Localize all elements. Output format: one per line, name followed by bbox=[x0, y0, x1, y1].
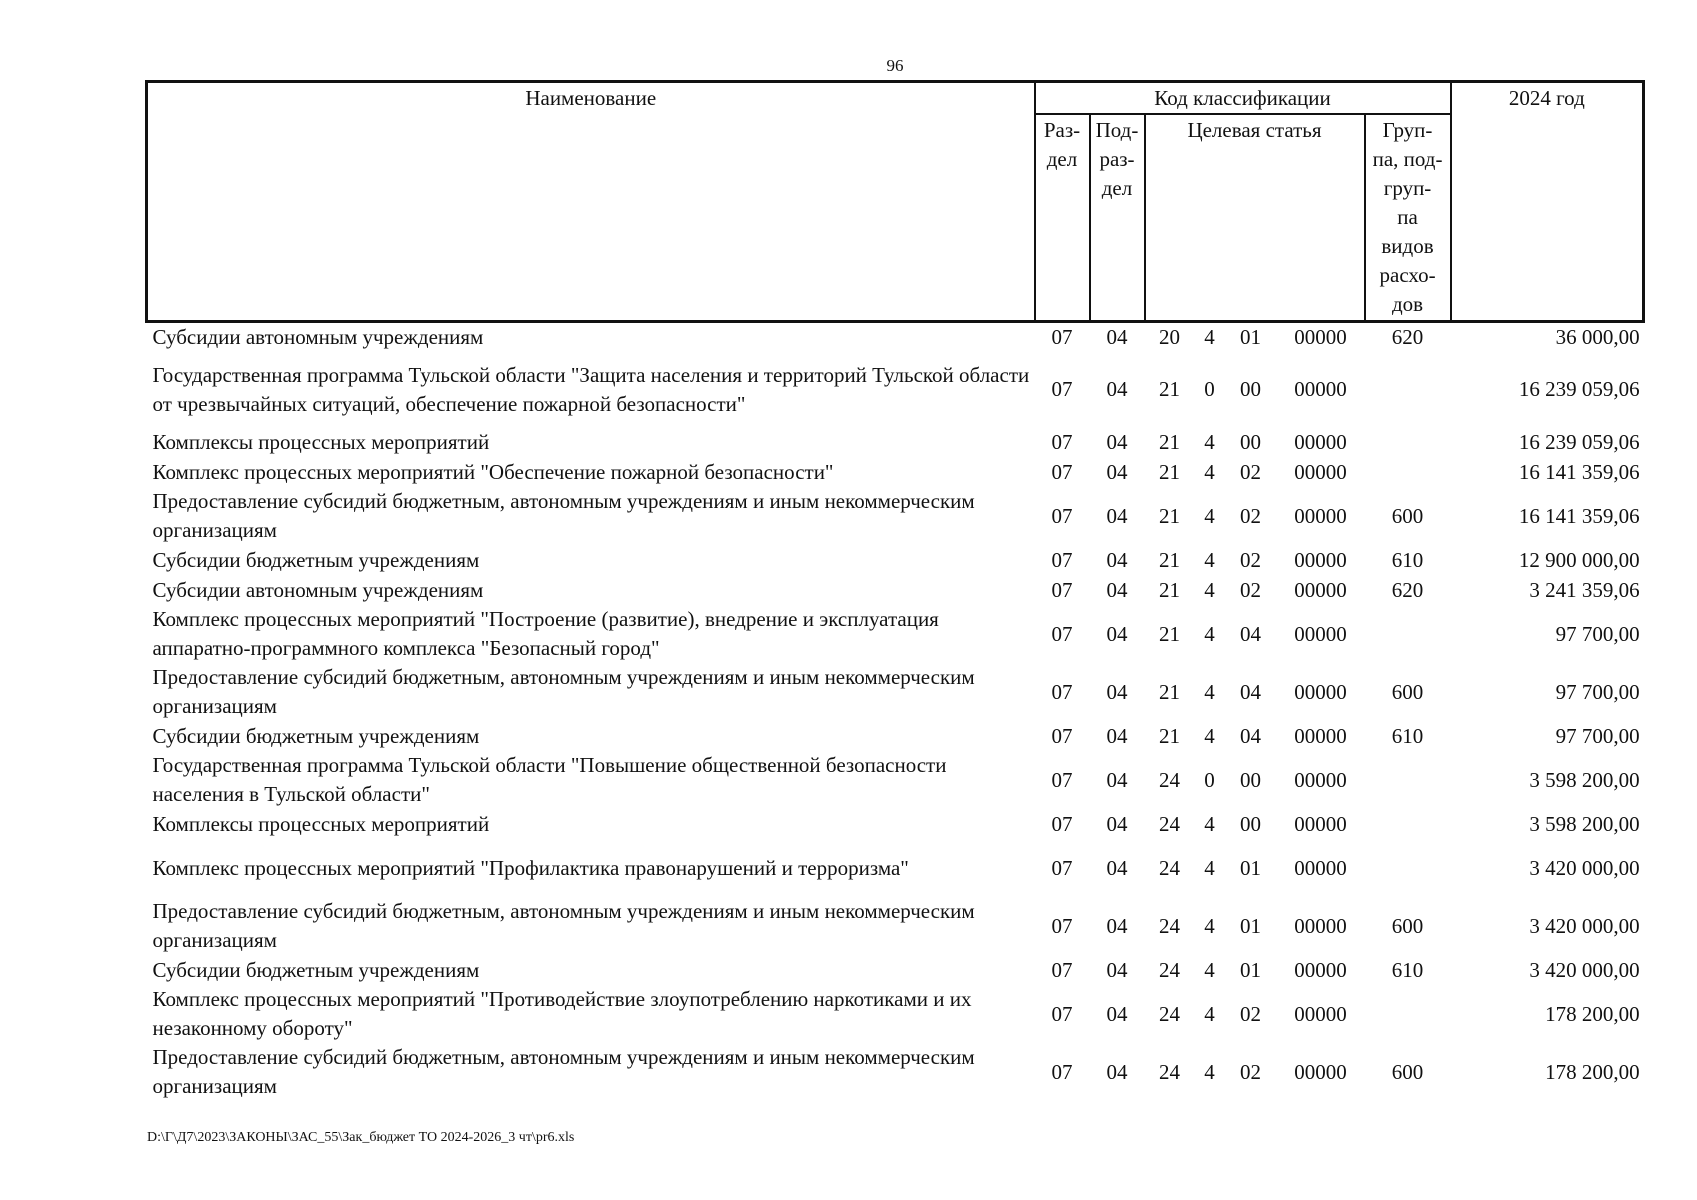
row-celevaya-direction: 00 bbox=[1240, 811, 1261, 836]
table-body bbox=[147, 322, 1644, 1102]
row-celevaya-type: 0 bbox=[1204, 377, 1215, 401]
row-amount: 178 200,00 bbox=[1545, 1001, 1640, 1026]
row-vid-rashodov bbox=[1365, 457, 1451, 487]
row-name: Предоставление субсидий бюджетным, автономным учреждениям и иным некоммерческим организациям bbox=[152, 489, 975, 542]
row-celevaya-program: 24 bbox=[1159, 1059, 1180, 1084]
row-podrazdel: 04 bbox=[1106, 377, 1128, 401]
table-row bbox=[147, 897, 1644, 955]
header-gruppa-vidov-rashodov: Груп- па, под- груп- па видов расхо- дов bbox=[1365, 114, 1451, 322]
table-row bbox=[147, 322, 1644, 353]
row-celevaya-type: 4 bbox=[1204, 957, 1215, 982]
row-vid-rashodov bbox=[1365, 605, 1451, 663]
table-row bbox=[147, 457, 1644, 487]
row-amount: 16 141 359,06 bbox=[1518, 459, 1640, 484]
row-razdel: 07 bbox=[1051, 325, 1073, 349]
row-celevaya-type: 4 bbox=[1204, 459, 1215, 484]
table-row bbox=[147, 545, 1644, 575]
row-celevaya-type: 4 bbox=[1204, 577, 1215, 602]
table-row bbox=[147, 605, 1644, 663]
row-name: Государственная программа Тульской области "Повышение общественной безопасности населения в Тульской области" bbox=[152, 753, 947, 806]
row-celevaya-program: 21 bbox=[1159, 621, 1180, 646]
row-vid-rashodov: 610 bbox=[1391, 547, 1424, 572]
row-razdel: 07 bbox=[1051, 1001, 1073, 1026]
row-celevaya-direction: 00 bbox=[1240, 767, 1261, 792]
table-row bbox=[147, 955, 1644, 985]
row-celevaya-direction: 02 bbox=[1240, 459, 1261, 484]
row-celevaya-direction: 00 bbox=[1240, 429, 1261, 454]
row-vid-rashodov bbox=[1365, 839, 1451, 897]
row-celevaya-direction: 04 bbox=[1240, 621, 1261, 646]
row-name: Субсидии автономным учреждениям bbox=[152, 325, 484, 349]
row-celevaya-type: 4 bbox=[1204, 855, 1215, 880]
row-vid-rashodov: 620 bbox=[1391, 325, 1424, 349]
row-name: Комплекс процессных мероприятий "Построение (развитие), внедрение и эксплуатация аппаратно-программного комплекса "Безопасный город" bbox=[152, 607, 939, 660]
row-amount: 16 239 059,06 bbox=[1518, 377, 1640, 401]
row-amount: 16 239 059,06 bbox=[1518, 429, 1640, 454]
row-razdel: 07 bbox=[1051, 913, 1073, 938]
row-celevaya-direction: 01 bbox=[1240, 957, 1261, 982]
row-celevaya-type: 0 bbox=[1204, 767, 1215, 792]
row-celevaya-code: 00000 bbox=[1294, 811, 1347, 836]
header-razdel: Раз- дел bbox=[1035, 114, 1090, 322]
table-row bbox=[147, 839, 1644, 897]
row-celevaya-direction: 01 bbox=[1240, 913, 1261, 938]
row-amount: 16 141 359,06 bbox=[1518, 503, 1640, 528]
row-podrazdel: 04 bbox=[1106, 767, 1128, 792]
header-podrazdel: Под- раз- дел bbox=[1090, 114, 1145, 322]
row-vid-rashodov: 620 bbox=[1391, 577, 1424, 602]
header-year: 2024 год bbox=[1451, 82, 1644, 322]
row-razdel: 07 bbox=[1051, 723, 1073, 748]
row-vid-rashodov bbox=[1365, 427, 1451, 457]
row-celevaya-type: 4 bbox=[1204, 679, 1215, 704]
table-row bbox=[147, 487, 1644, 545]
row-podrazdel: 04 bbox=[1106, 1059, 1128, 1084]
row-celevaya-type: 4 bbox=[1204, 621, 1215, 646]
row-celevaya-code: 00000 bbox=[1294, 1001, 1347, 1026]
row-celevaya-code: 00000 bbox=[1294, 429, 1347, 454]
row-name: Предоставление субсидий бюджетным, автономным учреждениям и иным некоммерческим организациям bbox=[152, 665, 975, 718]
row-amount: 178 200,00 bbox=[1545, 1059, 1640, 1084]
row-celevaya-type: 4 bbox=[1204, 913, 1215, 938]
table-row bbox=[147, 575, 1644, 605]
row-vid-rashodov: 610 bbox=[1391, 957, 1424, 982]
row-podrazdel: 04 bbox=[1106, 429, 1128, 454]
row-amount: 3 598 200,00 bbox=[1529, 811, 1640, 836]
row-podrazdel: 04 bbox=[1106, 679, 1128, 704]
table-row bbox=[147, 427, 1644, 457]
row-vid-rashodov: 600 bbox=[1391, 503, 1424, 528]
row-celevaya-code: 00000 bbox=[1294, 913, 1347, 938]
row-celevaya-code: 00000 bbox=[1294, 957, 1347, 982]
row-celevaya-direction: 02 bbox=[1240, 1001, 1261, 1026]
row-name: Комплексы процессных мероприятий bbox=[152, 429, 490, 454]
row-celevaya-code: 00000 bbox=[1294, 459, 1347, 484]
row-amount: 3 420 000,00 bbox=[1529, 855, 1640, 880]
row-razdel: 07 bbox=[1051, 503, 1073, 528]
row-podrazdel: 04 bbox=[1106, 325, 1128, 349]
row-celevaya-program: 21 bbox=[1159, 429, 1180, 454]
row-celevaya-program: 21 bbox=[1159, 723, 1180, 748]
row-razdel: 07 bbox=[1051, 767, 1073, 792]
row-celevaya-code: 00000 bbox=[1294, 855, 1347, 880]
row-celevaya-program: 21 bbox=[1159, 679, 1180, 704]
table-row bbox=[147, 751, 1644, 809]
row-amount: 97 700,00 bbox=[1555, 679, 1640, 704]
row-celevaya-code: 00000 bbox=[1294, 767, 1347, 792]
row-vid-rashodov: 600 bbox=[1391, 1059, 1424, 1084]
row-celevaya-code: 00000 bbox=[1294, 503, 1347, 528]
row-podrazdel: 04 bbox=[1106, 957, 1128, 982]
row-name: Субсидии бюджетным учреждениям bbox=[152, 547, 480, 572]
row-razdel: 07 bbox=[1051, 577, 1073, 602]
row-celevaya-program: 24 bbox=[1159, 1001, 1180, 1026]
row-vid-rashodov bbox=[1365, 809, 1451, 839]
row-celevaya-type: 4 bbox=[1204, 1059, 1215, 1084]
row-celevaya-code: 00000 bbox=[1294, 377, 1347, 401]
row-name: Предоставление субсидий бюджетным, автономным учреждениям и иным некоммерческим организациям bbox=[152, 899, 975, 952]
row-celevaya-program: 21 bbox=[1159, 547, 1180, 572]
row-celevaya-direction: 02 bbox=[1240, 547, 1261, 572]
row-name: Субсидии автономным учреждениям bbox=[152, 577, 484, 602]
row-razdel: 07 bbox=[1051, 429, 1073, 454]
table-row bbox=[147, 663, 1644, 721]
row-razdel: 07 bbox=[1051, 377, 1073, 401]
row-podrazdel: 04 bbox=[1106, 459, 1128, 484]
row-celevaya-direction: 01 bbox=[1240, 855, 1261, 880]
row-vid-rashodov: 610 bbox=[1391, 723, 1424, 748]
row-celevaya-program: 21 bbox=[1159, 577, 1180, 602]
row-razdel: 07 bbox=[1051, 1059, 1073, 1084]
file-path-footer: D:\Г\Д7\2023\ЗАКОНЫ\ЗАС_55\Зак_бюджет ТО 2024-2026_3 чт\pr6.xls bbox=[147, 1130, 575, 1145]
row-celevaya-code: 00000 bbox=[1294, 621, 1347, 646]
row-podrazdel: 04 bbox=[1106, 811, 1128, 836]
row-celevaya-program: 24 bbox=[1159, 957, 1180, 982]
header-name: Наименование bbox=[147, 82, 1035, 322]
row-celevaya-direction: 00 bbox=[1240, 377, 1261, 401]
row-name: Субсидии бюджетным учреждениям bbox=[152, 723, 480, 748]
row-celevaya-program: 24 bbox=[1159, 913, 1180, 938]
row-amount: 3 598 200,00 bbox=[1529, 767, 1640, 792]
row-vid-rashodov: 600 bbox=[1391, 913, 1424, 938]
row-celevaya-program: 24 bbox=[1159, 811, 1180, 836]
row-celevaya-direction: 02 bbox=[1240, 503, 1261, 528]
row-amount: 36 000,00 bbox=[1555, 325, 1640, 349]
table-row bbox=[147, 352, 1644, 427]
row-razdel: 07 bbox=[1051, 547, 1073, 572]
row-celevaya-program: 24 bbox=[1159, 855, 1180, 880]
row-celevaya-code: 00000 bbox=[1294, 1059, 1347, 1084]
row-celevaya-program: 21 bbox=[1159, 503, 1180, 528]
row-vid-rashodov bbox=[1365, 751, 1451, 809]
row-name: Государственная программа Тульской области "Защита населения и территорий Тульской области от чрезвычайных ситуаций, обеспечение пожарной безопасности" bbox=[152, 362, 1030, 416]
row-podrazdel: 04 bbox=[1106, 723, 1128, 748]
row-podrazdel: 04 bbox=[1106, 1001, 1128, 1026]
row-celevaya-direction: 01 bbox=[1240, 325, 1261, 349]
row-celevaya-type: 4 bbox=[1204, 547, 1215, 572]
row-celevaya-type: 4 bbox=[1204, 811, 1215, 836]
row-name: Комплекс процессных мероприятий "Обеспечение пожарной безопасности" bbox=[152, 459, 834, 484]
row-podrazdel: 04 bbox=[1106, 503, 1128, 528]
row-celevaya-program: 21 bbox=[1159, 459, 1180, 484]
row-razdel: 07 bbox=[1051, 957, 1073, 982]
row-celevaya-code: 00000 bbox=[1294, 577, 1347, 602]
row-podrazdel: 04 bbox=[1106, 621, 1128, 646]
row-vid-rashodov: 600 bbox=[1391, 679, 1424, 704]
row-amount: 3 420 000,00 bbox=[1529, 957, 1640, 982]
row-podrazdel: 04 bbox=[1106, 855, 1128, 880]
row-name: Комплекс процессных мероприятий "Противодействие злоупотреблению наркотиками и их незаконному обороту" bbox=[152, 987, 972, 1040]
row-razdel: 07 bbox=[1051, 459, 1073, 484]
row-celevaya-direction: 04 bbox=[1240, 679, 1261, 704]
row-celevaya-code: 00000 bbox=[1294, 325, 1347, 349]
row-vid-rashodov bbox=[1365, 352, 1451, 427]
page-number: 96 bbox=[886, 56, 904, 75]
row-celevaya-type: 4 bbox=[1204, 503, 1215, 528]
row-celevaya-code: 00000 bbox=[1294, 679, 1347, 704]
row-razdel: 07 bbox=[1051, 621, 1073, 646]
table-row bbox=[147, 1043, 1644, 1101]
row-celevaya-code: 00000 bbox=[1294, 547, 1347, 572]
row-razdel: 07 bbox=[1051, 679, 1073, 704]
row-celevaya-type: 4 bbox=[1204, 429, 1215, 454]
row-razdel: 07 bbox=[1051, 811, 1073, 836]
row-celevaya-direction: 02 bbox=[1240, 1059, 1261, 1084]
row-name: Субсидии бюджетным учреждениям bbox=[152, 957, 480, 982]
row-amount: 12 900 000,00 bbox=[1518, 547, 1640, 572]
row-vid-rashodov bbox=[1365, 985, 1451, 1043]
row-celevaya-code: 00000 bbox=[1294, 723, 1347, 748]
row-amount: 97 700,00 bbox=[1555, 621, 1640, 646]
row-celevaya-direction: 04 bbox=[1240, 723, 1261, 748]
budget-table bbox=[145, 80, 1645, 1101]
row-celevaya-program: 20 bbox=[1159, 325, 1180, 349]
row-amount: 3 241 359,06 bbox=[1529, 577, 1640, 602]
row-celevaya-type: 4 bbox=[1204, 1001, 1215, 1026]
row-celevaya-program: 21 bbox=[1159, 377, 1180, 401]
row-razdel: 07 bbox=[1051, 855, 1073, 880]
row-name: Комплексы процессных мероприятий bbox=[152, 811, 490, 836]
row-podrazdel: 04 bbox=[1106, 577, 1128, 602]
row-podrazdel: 04 bbox=[1106, 547, 1128, 572]
table-row bbox=[147, 985, 1644, 1043]
table-row bbox=[147, 809, 1644, 839]
row-celevaya-type: 4 bbox=[1204, 325, 1215, 349]
header-celevaya-statya: Целевая статья bbox=[1145, 114, 1365, 322]
header-kod-klassifikacii: Код классификации bbox=[1035, 82, 1451, 115]
table-row bbox=[147, 721, 1644, 751]
row-amount: 97 700,00 bbox=[1555, 723, 1640, 748]
row-celevaya-program: 24 bbox=[1159, 767, 1180, 792]
row-celevaya-type: 4 bbox=[1204, 723, 1215, 748]
row-name: Предоставление субсидий бюджетным, автономным учреждениям и иным некоммерческим организациям bbox=[152, 1045, 975, 1098]
row-name: Комплекс процессных мероприятий "Профилактика правонарушений и терроризма" bbox=[152, 855, 909, 880]
row-podrazdel: 04 bbox=[1106, 913, 1128, 938]
row-amount: 3 420 000,00 bbox=[1529, 913, 1640, 938]
row-celevaya-direction: 02 bbox=[1240, 577, 1261, 602]
